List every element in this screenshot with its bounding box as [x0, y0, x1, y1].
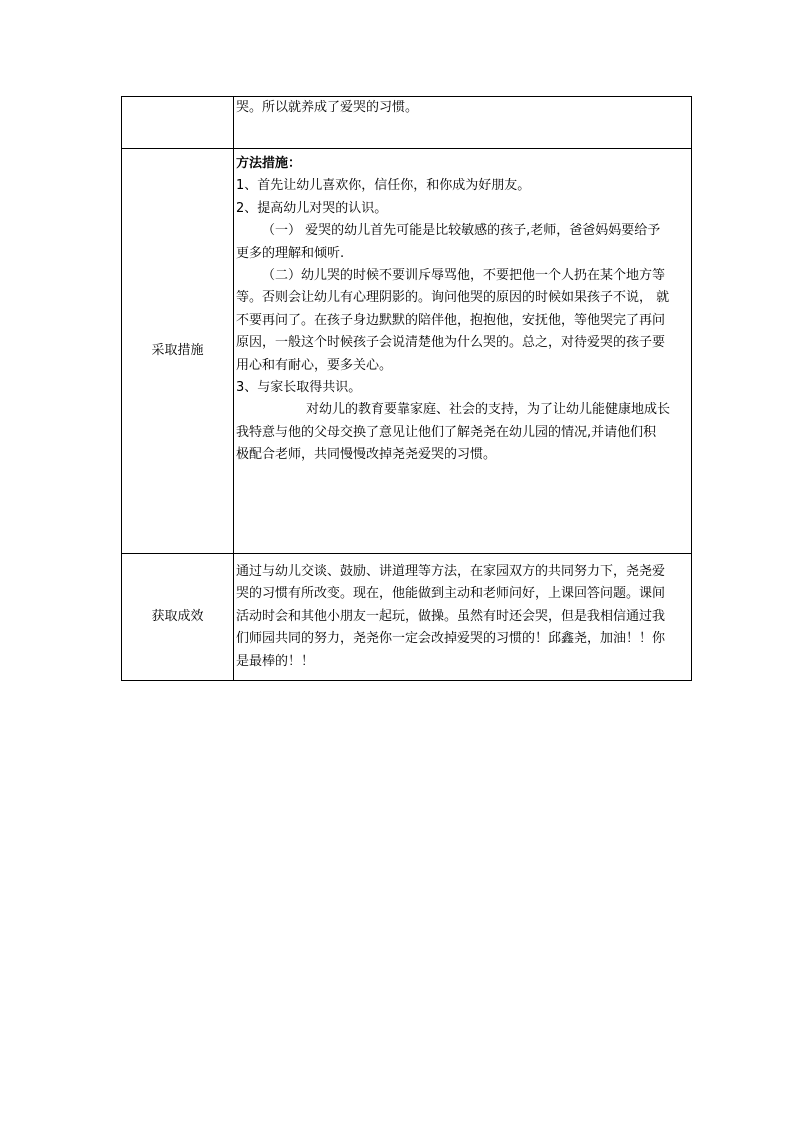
- row-label-measures: 采取措施: [122, 149, 234, 554]
- row-content: [234, 554, 692, 681]
- text-line: 原因，一般这个时候孩子会说清楚他为什么哭的。总之，对待爱哭的孩子要: [236, 335, 666, 351]
- text-line: 们师园共同的努力，尧尧你一定会改掉爱哭的习惯的！邱鑫尧，加油！！你: [236, 631, 666, 647]
- text-line: 更多的理解和倾听.: [236, 245, 345, 261]
- text-line: （一） 爱哭的幼儿首先可能是比较敏感的孩子,老师，爸爸妈妈要给予: [262, 223, 661, 239]
- text-line: 极配合老师，共同慢慢改掉尧尧爱哭的习惯。: [236, 447, 497, 463]
- table-row: [122, 554, 692, 681]
- text-line: 等。否则会让幼儿有心理阴影的。询问他哭的原因的时候如果孩子不说， 就: [236, 290, 670, 306]
- document-table: [121, 96, 692, 681]
- text-line: 3、与家长取得共识。: [236, 380, 362, 396]
- row-label-empty: [122, 97, 234, 149]
- text-line: 活动时会和其他小朋友一起玩，做操。虽然有时还会哭，但是我相信通过我: [236, 608, 666, 624]
- text-line: 用心和有耐心，要多关心。: [236, 357, 393, 373]
- text-line: 2、提高幼儿对哭的认识。: [236, 200, 388, 216]
- text-line: 是最棒的！！: [236, 653, 315, 669]
- text-line: 通过与幼儿交谈、鼓励、讲道理等方法，在家园双方的共同努力下，尧尧爱: [236, 563, 666, 579]
- text-line: 哭。所以就养成了爱哭的习惯。: [236, 100, 419, 115]
- text-line: 不要再问了。在孩子身边默默的陪伴他，抱抱他，安抚他，等他哭完了再问: [236, 312, 666, 328]
- text-line: 1、首先让幼儿喜欢你，信任你，和你成为好朋友。: [236, 178, 531, 194]
- table-row: [122, 97, 692, 149]
- text-line: 哭的习惯有所改变。现在，他能做到主动和老师问好，上课回答问题。课间: [236, 586, 666, 602]
- text-line: 对幼儿的教育要靠家庭、社会的支持，为了让幼儿能健康地成长: [306, 402, 671, 418]
- section-heading: 方法措施：: [236, 156, 302, 171]
- text-line: 我特意与他的父母交换了意见让他们了解尧尧在幼儿园的情况,并请他们积: [236, 424, 657, 440]
- row-content: [234, 149, 692, 554]
- row-label-results: 获取成效: [122, 554, 234, 681]
- row-content: [234, 97, 692, 149]
- text-line: （二）幼儿哭的时候不要训斥辱骂他，不要把他一个人扔在某个地方等: [262, 268, 666, 284]
- table-row: [122, 149, 692, 554]
